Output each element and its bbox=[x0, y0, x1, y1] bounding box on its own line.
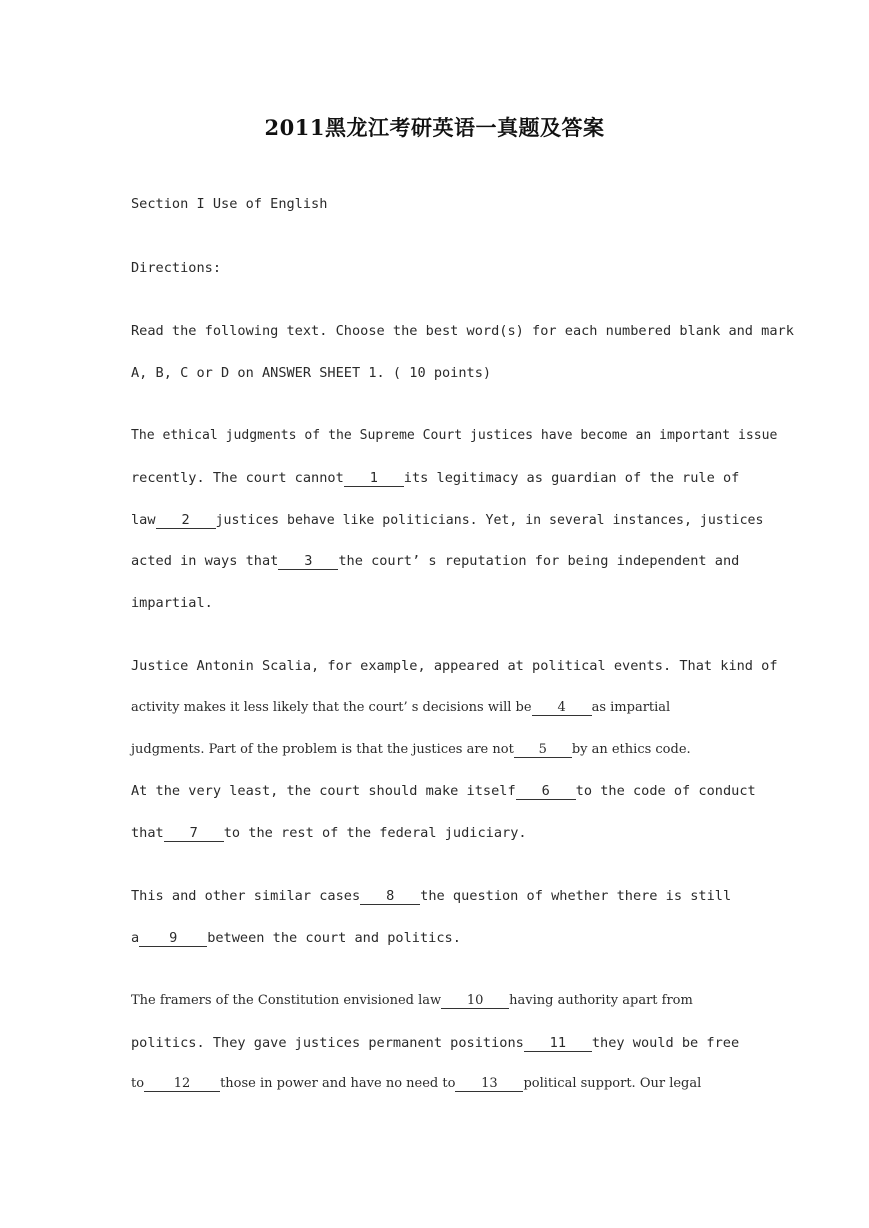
blank-13: 13 bbox=[455, 1077, 523, 1092]
blank-1: 1 bbox=[344, 471, 404, 487]
blank-4: 4 bbox=[532, 701, 592, 716]
blank-3: 3 bbox=[278, 554, 338, 570]
directions-label: Directions: bbox=[131, 260, 222, 276]
paragraph-line: recently. The court cannot 1 its legitimacy as guardian of the rule of bbox=[131, 470, 740, 486]
blank-9: 9 bbox=[139, 931, 207, 947]
blank-11: 11 bbox=[524, 1036, 592, 1052]
paragraph-line: impartial. bbox=[131, 595, 213, 611]
paragraph-line: judgments. Part of the problem is that the justices are not 5 by an ethics code. bbox=[131, 742, 691, 757]
blank-2: 2 bbox=[156, 513, 216, 529]
paragraph-line: to 12 those in power and have no need to 13 political support. Our legal bbox=[131, 1076, 702, 1091]
blank-8: 8 bbox=[360, 889, 420, 905]
blank-5: 5 bbox=[514, 743, 572, 758]
directions-line: A, B, C or D on ANSWER SHEET 1. ( 10 points) bbox=[131, 365, 492, 381]
paragraph-line: acted in ways that 3 the court’ s reputation for being independent and bbox=[131, 553, 740, 569]
paragraph-line: a 9 between the court and politics. bbox=[131, 930, 461, 946]
paragraph-line: Justice Antonin Scalia, for example, appeared at political events. That kind of bbox=[131, 658, 778, 674]
paragraph-line: The framers of the Constitution envisioned law 10 having authority apart from bbox=[131, 993, 693, 1008]
paragraph-line: At the very least, the court should make itself 6 to the code of conduct bbox=[131, 783, 756, 799]
paragraph-line: This and other similar cases 8 the question of whether there is still bbox=[131, 888, 732, 904]
paragraph-line: The ethical judgments of the Supreme Court justices have become an important issue bbox=[131, 428, 778, 443]
document-title: 2011黑龙江考研英语一真题及答案 bbox=[264, 115, 605, 140]
blank-10: 10 bbox=[441, 994, 509, 1009]
paragraph-line: law 2 justices behave like politicians. Yet, in several instances, justices bbox=[131, 512, 764, 528]
blank-6: 6 bbox=[516, 784, 576, 800]
directions-line: Read the following text. Choose the best word(s) for each numbered blank and mark bbox=[131, 323, 794, 339]
blank-7: 7 bbox=[164, 826, 224, 842]
paragraph-line: activity makes it less likely that the court’ s decisions will be 4 as impartial bbox=[131, 700, 671, 715]
paragraph-line: that 7 to the rest of the federal judiciary. bbox=[131, 825, 527, 841]
blank-12: 12 bbox=[144, 1077, 220, 1092]
section-heading: Section I Use of English bbox=[131, 196, 328, 212]
paragraph-line: politics. They gave justices permanent positions 11 they would be free bbox=[131, 1035, 740, 1051]
